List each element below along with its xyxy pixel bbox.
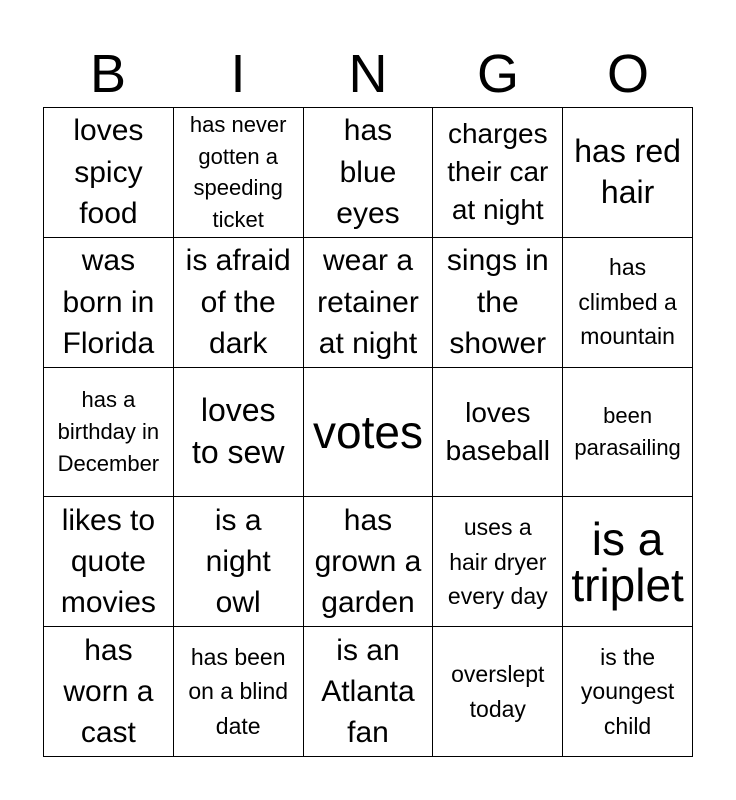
bingo-cell-text: is an Atlanta fan	[321, 633, 415, 750]
bingo-cell-r0-c1[interactable]	[174, 108, 304, 238]
bingo-cell-r0-c0[interactable]	[44, 108, 174, 238]
bingo-cell-r3-c1[interactable]	[174, 497, 304, 627]
bingo-cell-r3-c0[interactable]	[44, 497, 174, 627]
header-letter-b: B	[89, 44, 127, 104]
bingo-cell-text: has grown a garden	[314, 503, 422, 620]
bingo-cell-r1-c0[interactable]	[44, 238, 174, 368]
bingo-cell-text: was born in Florida	[62, 244, 155, 360]
bingo-header	[43, 42, 693, 106]
bingo-cell-text: charges their car at night	[447, 118, 549, 226]
bingo-cell-r4-c1[interactable]	[174, 627, 304, 757]
bingo-cell-text: is afraid of the dark	[185, 244, 291, 360]
bingo-cell-r3-c2[interactable]	[304, 497, 434, 627]
header-letter-n: N	[348, 44, 388, 104]
bingo-cell-text: loves baseball	[445, 396, 550, 466]
bingo-cell-r2-c4[interactable]	[563, 368, 693, 498]
bingo-cell-text: is a triplet	[571, 512, 684, 611]
header-letter-o: O	[606, 44, 649, 104]
bingo-cell-r1-c3[interactable]	[433, 238, 563, 368]
bingo-cell-text: has climbed a mountain	[578, 254, 677, 350]
bingo-cell-text: has never gotten a speeding ticket	[189, 111, 287, 233]
bingo-board	[43, 107, 693, 757]
bingo-cell-r1-c1[interactable]	[174, 238, 304, 368]
bingo-cell-r4-c0[interactable]	[44, 627, 174, 757]
bingo-cell-r0-c3[interactable]	[433, 108, 563, 238]
bingo-cell-text: has a birthday in December	[57, 387, 160, 476]
bingo-cell-text: wear a retainer at night	[317, 244, 419, 360]
bingo-cell-text: overslept today	[451, 661, 545, 722]
bingo-cell-r4-c2[interactable]	[304, 627, 434, 757]
bingo-cell-text: likes to quote movies	[60, 503, 156, 620]
bingo-cell-r1-c4[interactable]	[563, 238, 693, 368]
bingo-cell-r1-c2[interactable]	[304, 238, 434, 368]
bingo-cell-text: sings in the shower	[446, 244, 549, 360]
bingo-cell-r2-c0[interactable]	[44, 368, 174, 498]
bingo-cell-text: has been on a blind date	[188, 643, 289, 739]
bingo-cell-text: been parasailing	[574, 403, 681, 460]
bingo-cell-text: has worn a cast	[63, 633, 154, 750]
bingo-cell-r2-c3[interactable]	[433, 368, 563, 498]
bingo-cell-r3-c4[interactable]	[563, 497, 693, 627]
bingo-cell-text: loves to sew	[191, 392, 285, 470]
bingo-cell-r3-c3[interactable]	[433, 497, 563, 627]
bingo-cell-text: is the youngest child	[580, 643, 675, 739]
bingo-cell-r0-c4[interactable]	[563, 108, 693, 238]
header-letter-g: G	[476, 44, 519, 104]
bingo-cell-text: is a night owl	[205, 503, 271, 620]
bingo-cell-text: has red hair	[574, 132, 681, 211]
bingo-cell-r0-c2[interactable]	[304, 108, 434, 238]
bingo-cell-text: votes	[313, 405, 423, 458]
bingo-cell-r2-c1[interactable]	[174, 368, 304, 498]
header-letter-i: I	[230, 44, 246, 104]
bingo-cell-text: loves spicy food	[73, 114, 144, 231]
bingo-cell-r2-c2[interactable]	[304, 368, 434, 498]
bingo-cell-r4-c3[interactable]	[433, 627, 563, 757]
bingo-cell-r4-c4[interactable]	[563, 627, 693, 757]
bingo-cell-text: has blue eyes	[336, 114, 400, 231]
bingo-cell-text: uses a hair dryer every day	[447, 514, 548, 610]
